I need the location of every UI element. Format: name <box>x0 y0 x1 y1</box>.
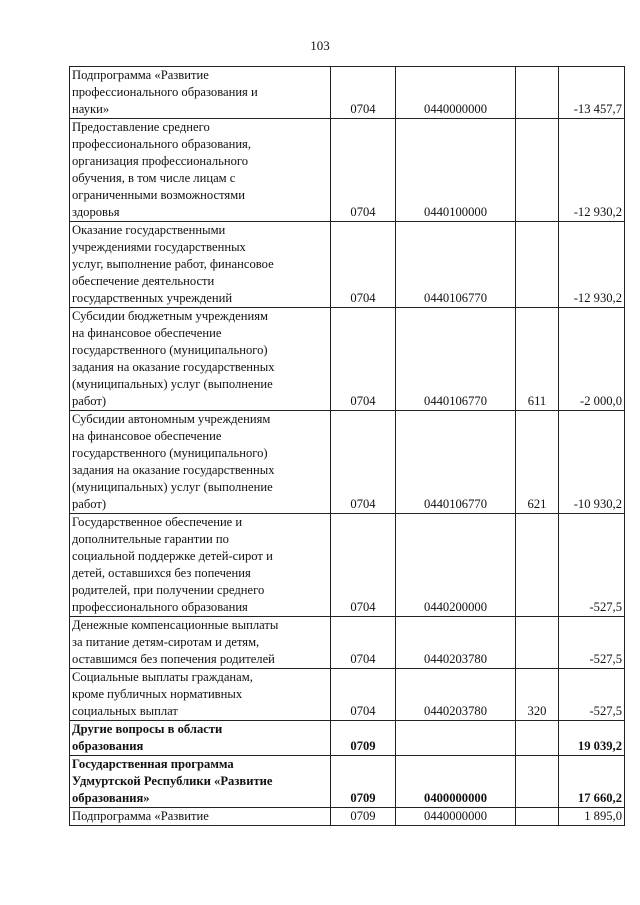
row-section: 0709 <box>331 808 396 826</box>
table-row <box>70 808 625 826</box>
table-row <box>70 514 625 617</box>
row-target-code: 0440203780 <box>396 617 516 669</box>
row-amount: -527,5 <box>559 617 625 669</box>
row-amount: -12 930,2 <box>559 119 625 222</box>
row-expense-kind <box>516 808 559 826</box>
row-expense-kind: 611 <box>516 308 559 411</box>
table-row-section-total <box>70 721 625 756</box>
row-name: Оказание государственными учреждениями государственных услуг, выполнение работ, финансовое обеспечение деятельности государственных учреждений <box>70 222 331 308</box>
row-expense-kind <box>516 222 559 308</box>
row-section: 0704 <box>331 411 396 514</box>
row-expense-kind <box>516 514 559 617</box>
row-name: Подпрограмма «Развитие <box>70 808 331 826</box>
table-row <box>70 669 625 721</box>
row-amount: -527,5 <box>559 669 625 721</box>
row-expense-kind: 621 <box>516 411 559 514</box>
row-target-code: 0440203780 <box>396 669 516 721</box>
row-name: Субсидии бюджетным учреждениям на финансовое обеспечение государственного (муниципального) задания на оказание государственных (муниципальных) услуг (выполнение работ) <box>70 308 331 411</box>
row-target-code: 0440100000 <box>396 119 516 222</box>
row-amount: -527,5 <box>559 514 625 617</box>
row-name: Социальные выплаты гражданам, кроме публичных нормативных социальных выплат <box>70 669 331 721</box>
row-name: Подпрограмма «Развитие профессионального образования и науки» <box>70 67 331 119</box>
row-target-code: 0440200000 <box>396 514 516 617</box>
row-target-code: 0440106770 <box>396 222 516 308</box>
table-row <box>70 308 625 411</box>
row-name: Денежные компенсационные выплаты за питание детям-сиротам и детям, оставшимся без попечения родителей <box>70 617 331 669</box>
row-amount: -10 930,2 <box>559 411 625 514</box>
row-expense-kind <box>516 119 559 222</box>
row-expense-kind <box>516 721 559 756</box>
row-target-code <box>396 721 516 756</box>
row-name: Субсидии автономным учреждениям на финансовое обеспечение государственного (муниципального) задания на оказание государственных (муниципальных) услуг (выполнение работ) <box>70 411 331 514</box>
row-name: Государственное обеспечение и дополнительные гарантии по социальной поддержке детей-сирот и детей, оставшихся без попечения родителей, при получении среднего профессионального образования <box>70 514 331 617</box>
table-row <box>70 617 625 669</box>
row-amount: 19 039,2 <box>559 721 625 756</box>
row-section: 0704 <box>331 67 396 119</box>
row-target-code: 0440106770 <box>396 411 516 514</box>
row-name: Другие вопросы в области образования <box>70 721 331 756</box>
row-section: 0709 <box>331 756 396 808</box>
row-section: 0704 <box>331 617 396 669</box>
row-target-code: 0440000000 <box>396 808 516 826</box>
row-expense-kind <box>516 67 559 119</box>
row-target-code: 0440106770 <box>396 308 516 411</box>
row-section: 0704 <box>331 222 396 308</box>
row-amount: -13 457,7 <box>559 67 625 119</box>
table-row <box>70 119 625 222</box>
row-section: 0704 <box>331 669 396 721</box>
budget-table-body <box>70 67 625 826</box>
row-name: Предоставление среднего профессионального образования, организация профессионального обучения, в том числе лицам с ограниченными возможностями здоровья <box>70 119 331 222</box>
row-section: 0704 <box>331 119 396 222</box>
table-row <box>70 411 625 514</box>
row-target-code: 0400000000 <box>396 756 516 808</box>
row-section: 0709 <box>331 721 396 756</box>
row-amount: -12 930,2 <box>559 222 625 308</box>
table-row <box>70 222 625 308</box>
page-number: 103 <box>310 38 330 53</box>
row-amount: 17 660,2 <box>559 756 625 808</box>
budget-table <box>69 66 625 826</box>
row-section: 0704 <box>331 514 396 617</box>
row-section: 0704 <box>331 308 396 411</box>
table-row-program-total <box>70 756 625 808</box>
table-row <box>70 67 625 119</box>
row-amount: 1 895,0 <box>559 808 625 826</box>
row-expense-kind <box>516 756 559 808</box>
row-name: Государственная программа Удмуртской Республики «Развитие образования» <box>70 756 331 808</box>
row-target-code: 0440000000 <box>396 67 516 119</box>
row-amount: -2 000,0 <box>559 308 625 411</box>
row-expense-kind <box>516 617 559 669</box>
row-expense-kind: 320 <box>516 669 559 721</box>
